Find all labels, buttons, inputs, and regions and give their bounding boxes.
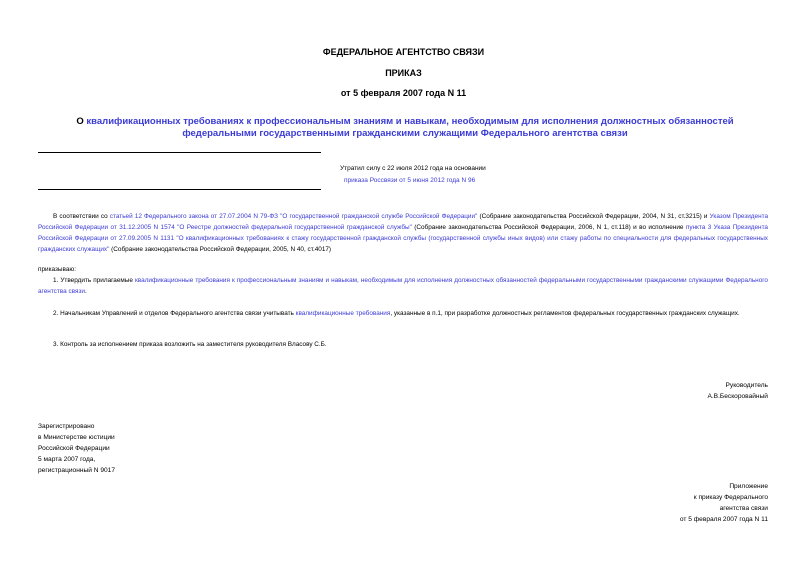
divider-bottom [38, 189, 321, 190]
preamble-text-2: (Собрание законодательства Российской Федерации, 2004, N 31, ст.3215) и [477, 213, 710, 220]
title-prefix: О [76, 116, 87, 127]
doc-date-number: от 5 февраля 2007 года N 11 [340, 88, 467, 98]
item2-text: 2. Начальникам Управлений и отделов Федерального агентства связи учитывать [53, 310, 296, 317]
appendix-line-4: от 5 февраля 2007 года N 11 [679, 516, 768, 523]
status-note-text: Утратил силу с 22 июля 2012 года на основании [340, 165, 486, 172]
decree-1131-link[interactable]: пункта 3 Указа Президента Российской Федерации от 27.09.2005 N 1131 "О квалификационных требованиях к стажу государственной гражданской службы (государственной службы иных видов) или стажу работы по специальности для федеральных государственных гражданских служащих" [38, 224, 768, 253]
law-article-link[interactable]: статьей 12 Федерального закона от 27.07.2004 N 79-ФЗ "О государственной гражданской службе Российской Федерации" [109, 213, 478, 220]
preamble-paragraph [38, 211, 768, 255]
order-item-2 [38, 308, 768, 319]
order-word: приказываю: [38, 266, 76, 273]
requirements-short-link[interactable]: квалификационные требования [295, 310, 391, 317]
preamble-text-1: В соответствии со [53, 213, 110, 220]
order-item-1 [38, 275, 768, 297]
registration-line-5: регистрационный N 9017 [38, 467, 116, 474]
agency-name: ФЕДЕРАЛЬНОЕ АГЕНТСТВО СВЯЗИ [322, 47, 485, 57]
registration-line-1: Зарегистрировано [38, 423, 95, 430]
status-note [340, 163, 486, 187]
preamble-text-4: (Собрание законодательства Российской Федерации, 2005, N 40, ст.4017) [109, 246, 332, 253]
title-link[interactable]: квалификационных требованиях к профессиональным знаниям и навыкам, необходимым для исполнения должностных обязанностей федеральными государственными гражданскими служащими Федерального агентства связи [86, 116, 734, 139]
signature-name: А.В.Бескоровайный [707, 393, 768, 400]
item1-end: . [84, 288, 87, 295]
appendix-line-3: агентства связи [719, 505, 768, 512]
signature-role: Руководитель [725, 382, 768, 389]
appendix-line-2: к приказу Федерального [693, 494, 768, 501]
appendix-block [680, 481, 768, 525]
registration-line-4: 5 марта 2007 года, [38, 456, 96, 463]
decree-1574-link[interactable]: Указом Президента Российской Федерации от 31.12.2005 N 1574 "О Реестре должностей федеральной государственной гражданской службы" [38, 213, 769, 231]
doc-title [60, 116, 750, 140]
item1-text: 1. Утвердить прилагаемые [53, 277, 136, 284]
registration-block [38, 421, 115, 476]
signature-block [707, 380, 768, 402]
divider-top [38, 152, 321, 153]
requirements-link[interactable]: квалификационные требования к профессиональным знаниям и навыкам, необходимым для исполнения должностных обязанностей федеральными государственными гражданскими служащими Федерального агентства связи [38, 277, 768, 295]
registration-line-2: в Министерстве юстиции [38, 434, 115, 441]
status-note-link[interactable]: приказа Россвязи от 5 июня 2012 года N 96 [344, 177, 476, 184]
doc-type: ПРИКАЗ [385, 68, 422, 78]
order-item-3: 3. Контроль за исполнением приказа возложить на заместителя руководителя Власову С.Б. [53, 341, 327, 348]
item2-end: , указанные в п.1, при разработке должностных регламентов федеральных государственных гражданских служащих. [390, 310, 740, 317]
preamble-text-3: (Собрание законодательства Российской Федерации, 2006, N 1, ст.118) и во исполнение [411, 224, 686, 231]
appendix-line-1: Приложение [729, 483, 768, 490]
registration-line-3: Российской Федерации [38, 445, 110, 452]
